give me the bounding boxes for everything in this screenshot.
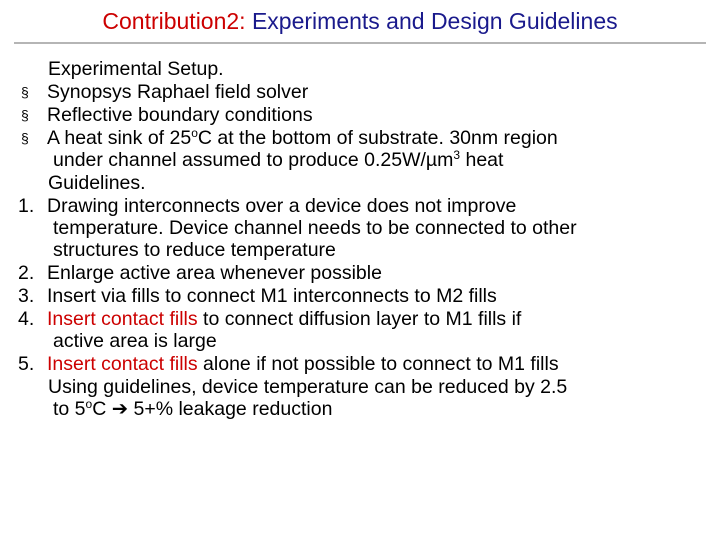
list-item-continuation bbox=[0, 149, 720, 171]
conclusion-line1: Using guidelines, device temperature can be reduced by 2.5 bbox=[48, 376, 568, 398]
setup-item-boundary: Reflective boundary conditions bbox=[47, 104, 313, 126]
highlight-contact-fills: Insert contact fills bbox=[47, 308, 198, 330]
item-number: 2. bbox=[18, 262, 35, 284]
guidelines-heading: Guidelines. bbox=[48, 172, 146, 194]
list-item bbox=[0, 262, 720, 284]
title-divider bbox=[14, 42, 706, 44]
slide-body bbox=[0, 58, 720, 420]
item-number: 1. bbox=[18, 195, 35, 217]
list-item-continuation bbox=[0, 239, 720, 261]
list-item bbox=[0, 127, 720, 149]
list-item bbox=[0, 81, 720, 103]
guideline-1-line3: structures to reduce temperature bbox=[53, 239, 336, 261]
setup-heading: Experimental Setup. bbox=[48, 58, 224, 80]
bullet-icon: § bbox=[21, 130, 29, 146]
guideline-3: Insert via fills to connect M1 interconnects to M2 fills bbox=[47, 285, 497, 307]
list-item bbox=[0, 308, 720, 330]
right-arrow-icon: ➔ bbox=[111, 398, 129, 420]
setup-heading-row bbox=[0, 58, 720, 80]
setup-item-heat-cont: under channel assumed to produce 0.25W/µm$^3$ heat bbox=[53, 148, 504, 171]
list-item bbox=[0, 195, 720, 217]
title-prefix: Contribution2: bbox=[102, 8, 246, 34]
list-item-continuation bbox=[0, 217, 720, 239]
guideline-2: Enlarge active area whenever possible bbox=[47, 262, 382, 284]
guidelines-heading-row bbox=[0, 172, 720, 194]
list-item bbox=[0, 353, 720, 375]
item-number: 5. bbox=[18, 353, 35, 375]
conclusion-row bbox=[0, 376, 720, 398]
guideline-4-line1: Insert contact fills to connect diffusion layer to M1 fills if bbox=[47, 308, 522, 330]
guideline-4-line2: active area is large bbox=[53, 330, 217, 352]
title-rest: Experiments and Design Guidelines bbox=[245, 8, 618, 34]
conclusion-row bbox=[0, 398, 720, 420]
guideline-1-line1: Drawing interconnects over a device does not improve bbox=[47, 195, 517, 217]
setup-item-solver: Synopsys Raphael field solver bbox=[47, 81, 309, 103]
list-item-continuation bbox=[0, 330, 720, 352]
slide-title bbox=[0, 7, 720, 35]
list-item bbox=[0, 285, 720, 307]
highlight-contact-fills: Insert contact fills bbox=[47, 353, 198, 375]
conclusion-line2: to 5$^o$C ➔ 5+% leakage reduction bbox=[53, 397, 333, 420]
guideline-1-line2: temperature. Device channel needs to be connected to other bbox=[53, 217, 577, 239]
list-item bbox=[0, 104, 720, 126]
bullet-icon: § bbox=[21, 107, 29, 123]
item-number: 3. bbox=[18, 285, 35, 307]
item-number: 4. bbox=[18, 308, 35, 330]
guideline-5: Insert contact fills alone if not possible to connect to M1 fills bbox=[47, 353, 559, 375]
setup-item-heat-sink: A heat sink of 25$^o$C at the bottom of substrate. 30nm region bbox=[47, 126, 558, 149]
bullet-icon: § bbox=[21, 84, 29, 100]
